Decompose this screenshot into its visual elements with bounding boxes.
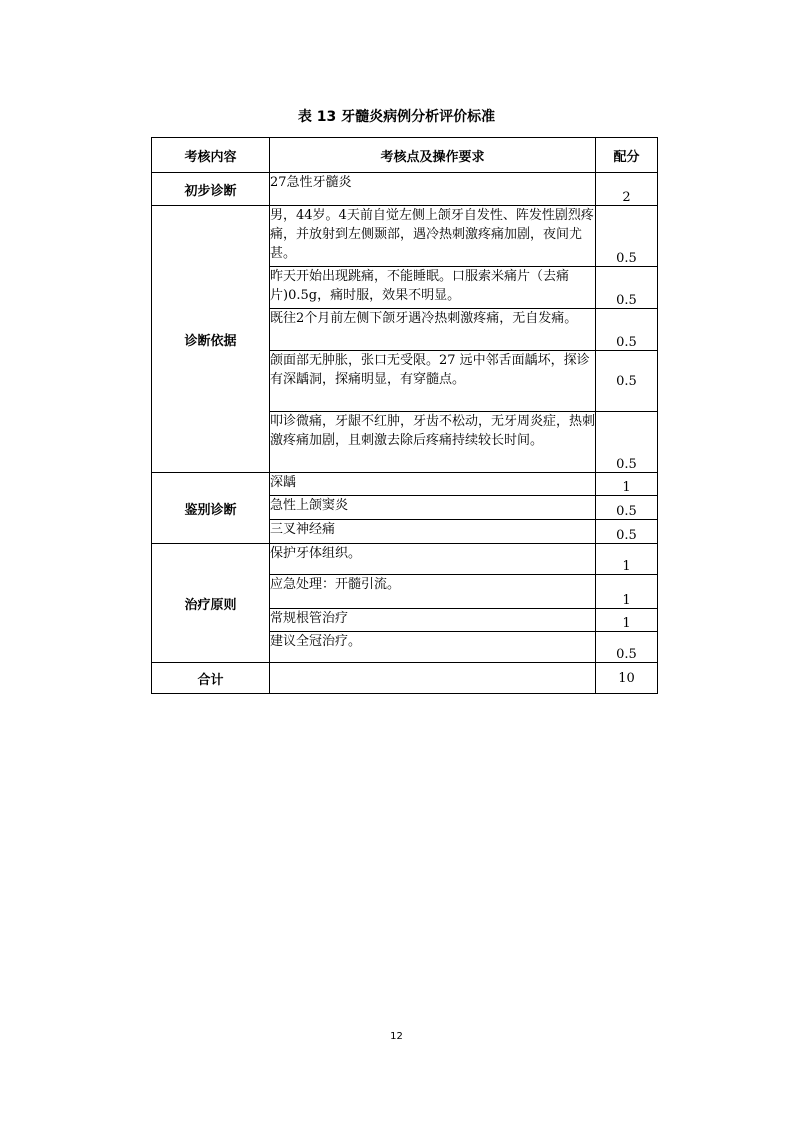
score-cell: 0.5 [596, 520, 658, 544]
score-cell: 0.5 [596, 309, 658, 351]
header-row [152, 138, 658, 173]
total-score: 10 [596, 663, 658, 694]
total-label: 合计 [152, 663, 270, 694]
score-cell: 0.5 [596, 496, 658, 520]
item-cell: 深龋 [270, 473, 596, 496]
score-cell: 1 [596, 609, 658, 632]
item-cell: 常规根管治疗 [270, 609, 596, 632]
score-cell: 1 [596, 473, 658, 496]
item-cell: 急性上颌窦炎 [270, 496, 596, 520]
item-cell: 27急性牙髓炎 [270, 173, 596, 206]
header-category: 考核内容 [152, 138, 270, 173]
category-cell: 治疗原则 [152, 544, 270, 663]
score-cell: 1 [596, 575, 658, 609]
table-row [152, 206, 658, 267]
item-cell: 保护牙体组织。 [270, 544, 596, 575]
score-cell: 0.5 [596, 632, 658, 663]
score-cell: 2 [596, 173, 658, 206]
table-caption: 表 13 牙髓炎病例分析评价标准 [297, 109, 496, 125]
header-item: 考核点及操作要求 [270, 138, 596, 173]
header-score: 配分 [596, 138, 658, 173]
total-item [270, 663, 596, 694]
score-cell: 0.5 [596, 206, 658, 267]
item-cell: 应急处理：开髓引流。 [270, 575, 596, 609]
item-cell: 既往2个月前左侧下颌牙遇冷热刺激疼痛，无自发痛。 [270, 309, 596, 351]
evaluation-table [151, 137, 658, 694]
item-cell: 叩诊微痛，牙龈不红肿，牙齿不松动，无牙周炎症，热刺激疼痛加剧，且刺激去除后疼痛持续较长时间。 [270, 412, 596, 473]
table-row [152, 544, 658, 575]
score-cell: 0.5 [596, 412, 658, 473]
score-cell: 1 [596, 544, 658, 575]
score-cell: 0.5 [596, 351, 658, 412]
category-cell: 诊断依据 [152, 206, 270, 473]
category-cell: 鉴别诊断 [152, 473, 270, 544]
item-cell: 昨天开始出现跳痛，不能睡眠。口服索米痛片（去痛片)0.5g，痛时服，效果不明显。 [270, 267, 596, 309]
page-number: 12 [390, 1031, 403, 1042]
table-row [152, 473, 658, 496]
item-cell: 颌面部无肿胀，张口无受限。27 远中邻舌面龋坏，探诊有深龋洞，探痛明显，有穿髓点。 [270, 351, 596, 412]
total-row [152, 663, 658, 694]
item-cell: 建议全冠治疗。 [270, 632, 596, 663]
item-cell: 三叉神经痛 [270, 520, 596, 544]
category-cell: 初步诊断 [152, 173, 270, 206]
score-cell: 0.5 [596, 267, 658, 309]
table-row [152, 173, 658, 206]
item-cell: 男，44岁。4天前自觉左侧上颌牙自发性、阵发性剧烈疼痛，并放射到左侧颞部，遇冷热刺激疼痛加剧，夜间尤甚。 [270, 206, 596, 267]
